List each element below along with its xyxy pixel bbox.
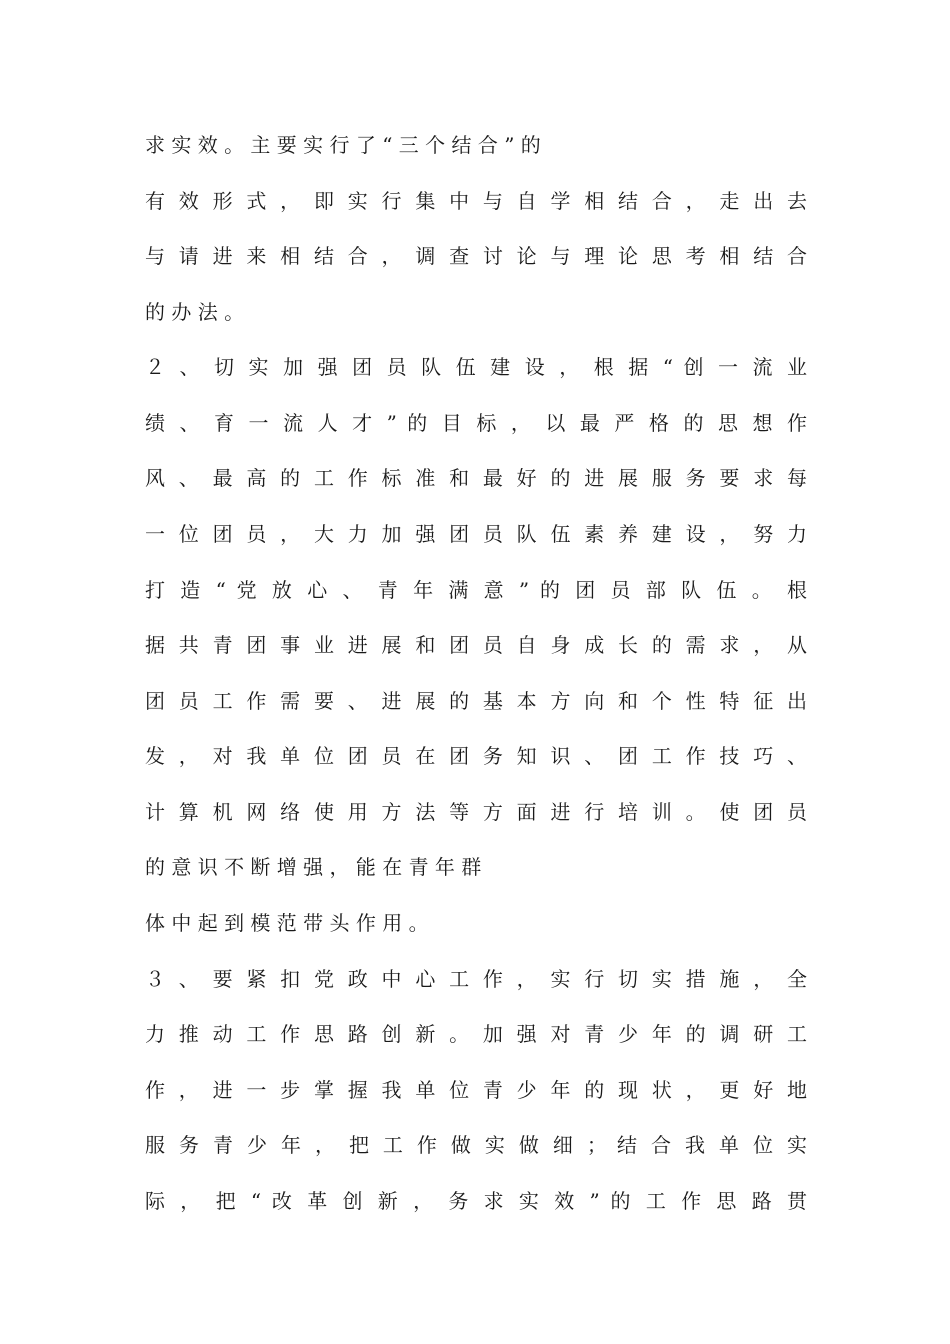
text-line: 际 ， 把 “ 改 革 创 新 ， 务 求 实 效 ” 的 工 作 思 路 贯 bbox=[145, 1189, 807, 1213]
text-line: 服 务 青 少 年 ， 把 工 作 做 实 做 细 ； 结 合 我 单 位 实 bbox=[145, 1133, 807, 1157]
text-line: 团 员 工 作 需 要 、 进 展 的 基 本 方 向 和 个 性 特 征 出 bbox=[145, 689, 807, 713]
text-line: 风 、 最 高 的 工 作 标 准 和 最 好 的 进 展 服 务 要 求 每 bbox=[145, 466, 807, 490]
text-line: 计 算 机 网 络 使 用 方 法 等 方 面 进 行 培 训 。 使 团 员 bbox=[145, 800, 807, 824]
text-line: 与 请 进 来 相 结 合 ， 调 查 讨 论 与 理 论 思 考 相 结 合 bbox=[145, 244, 807, 268]
text-line: ３ 、 要 紧 扣 党 政 中 心 工 作 ， 实 行 切 实 措 施 ， 全 bbox=[145, 967, 807, 991]
text-line: 作 ， 进 一 步 掌 握 我 单 位 青 少 年 的 现 状 ， 更 好 地 bbox=[145, 1078, 807, 1102]
text-line: 一 位 团 员 ， 大 力 加 强 团 员 队 伍 素 养 建 设 ， 努 力 bbox=[145, 522, 807, 546]
text-line: 体 中 起 到 模 范 带 头 作 用 。 bbox=[145, 911, 429, 935]
text-line: 的 意 识 不 断 增 强 ， 能 在 青 年 群 bbox=[145, 855, 482, 879]
text-line: 有 效 形 式 ， 即 实 行 集 中 与 自 学 相 结 合 ， 走 出 去 bbox=[145, 189, 807, 213]
text-line: 打 造 “ 党 放 心 、 青 年 满 意 ” 的 团 员 部 队 伍 。 根 bbox=[145, 578, 807, 602]
text-line: ２ 、 切 实 加 强 团 员 队 伍 建 设 ， 根 据 “ 创 一 流 业 bbox=[145, 355, 807, 379]
text-line: 据 共 青 团 事 业 进 展 和 团 员 自 身 成 长 的 需 求 ， 从 bbox=[145, 633, 807, 657]
text-line: 力 推 动 工 作 思 路 创 新 。 加 强 对 青 少 年 的 调 研 工 bbox=[145, 1022, 807, 1046]
text-line: 绩 、 育 一 流 人 才 ” 的 目 标 ， 以 最 严 格 的 思 想 作 bbox=[145, 411, 807, 435]
text-line: 求 实 效 。 主 要 实 行 了 “ 三 个 结 合 ” 的 bbox=[145, 133, 541, 157]
text-line: 的 办 法 。 bbox=[145, 300, 245, 324]
text-line: 发 ， 对 我 单 位 团 员 在 团 务 知 识 、 团 工 作 技 巧 、 bbox=[145, 744, 807, 768]
